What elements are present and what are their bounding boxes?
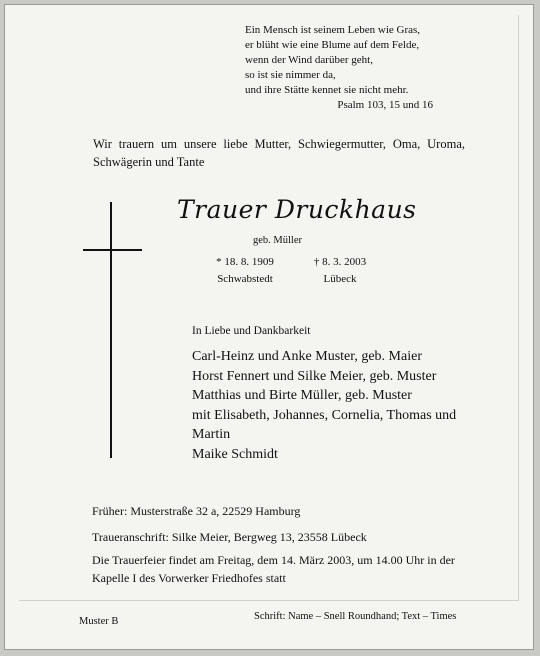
family-member: Matthias und Birte Müller, geb. Muster: [192, 388, 412, 403]
family-member: mit Elisabeth, Johannes, Cornelia, Thomas und: [192, 407, 457, 423]
psalm-quote: [245, 23, 455, 113]
sample-label: Muster B: [79, 616, 119, 627]
gratitude-line: In Liebe und Dankbarkeit: [192, 325, 311, 337]
family-member: Horst Fennert und Silke Meier, geb. Muster: [192, 368, 437, 384]
psalm-line: wenn der Wind darüber geht,: [245, 54, 373, 66]
psalm-line: Ein Mensch ist seinem Leben wie Gras,: [245, 24, 421, 36]
death-info: [295, 254, 385, 288]
cross-icon-horizontal: [83, 249, 142, 251]
cross-icon-vertical: [110, 202, 112, 458]
death-place: Lübeck: [323, 273, 357, 285]
deceased-name: Trauer Druckhaus: [177, 195, 417, 224]
former-address: Früher: Musterstraße 32 a, 22529 Hamburg: [92, 504, 301, 518]
family-list: [192, 347, 482, 464]
mourning-address: Traueranschrift: Silke Meier, Bergweg 13, 23558 Lübeck: [92, 530, 367, 544]
death-date: † 8. 3. 2003: [313, 256, 367, 268]
birth-date: * 18. 8. 1909: [216, 256, 274, 268]
family-member: Martin: [192, 427, 231, 442]
psalm-line: so ist sie nimmer da,: [245, 69, 336, 81]
family-member: Maike Schmidt: [192, 446, 278, 462]
funeral-notice: Die Trauerfeier findet am Freitag, dem 14. März 2003, um 14.00 Uhr in der Kapelle I des Vorwerker Friedhofes statt: [92, 553, 455, 585]
psalm-line: und ihre Stätte kennet sie nicht mehr.: [245, 84, 409, 96]
maiden-name: geb. Müller: [253, 235, 302, 246]
psalm-line: er blüht wie eine Blume auf dem Felde,: [245, 39, 420, 51]
font-note: Schrift: Name – Snell Roundhand; Text – Times: [254, 611, 457, 622]
psalm-reference: Psalm 103, 15 und 16: [337, 99, 433, 111]
family-member: Carl-Heinz und Anke Muster, geb. Maier: [192, 349, 422, 364]
birth-info: [200, 254, 290, 288]
birth-place: Schwabstedt: [217, 273, 273, 285]
announcement-text: Wir trauern um unsere liebe Mutter, Schwiegermutter, Oma, Uroma, Schwägerin und Tante: [93, 137, 465, 169]
obituary-sheet: [4, 4, 534, 650]
